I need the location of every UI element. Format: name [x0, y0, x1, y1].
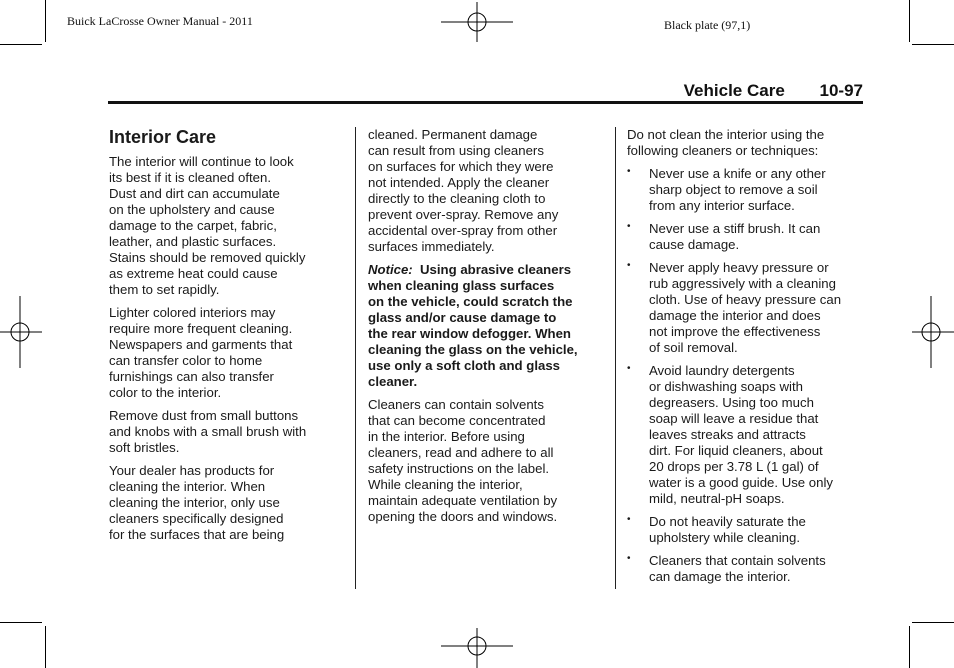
crop-mark [909, 0, 910, 42]
text-line: soap will leave a residue that [649, 411, 819, 426]
paragraph [109, 305, 335, 401]
text-line: mild, neutral-pH soaps. [649, 491, 785, 506]
text-line: cleaner. [368, 374, 418, 389]
text-line: cleaners specifically designed [109, 511, 284, 526]
text-line: sharp object to remove a soil [649, 182, 818, 197]
list-item [627, 553, 867, 585]
print-slug-left: Buick LaCrosse Owner Manual - 2011 [67, 14, 253, 28]
bullet-icon: • [627, 514, 631, 525]
bullet-icon: • [627, 166, 631, 177]
running-head [684, 81, 863, 101]
column-divider [355, 127, 356, 589]
list-item [627, 221, 867, 253]
text-line: of soil removal. [649, 340, 738, 355]
text-line: 20 drops per 3.78 L (1 gal) of [649, 459, 819, 474]
text-line: Cleaners can contain solvents [368, 397, 544, 412]
paragraph [109, 408, 335, 456]
text-line: in the interior. Before using [368, 429, 525, 444]
text-line: on the upholstery and cause [109, 202, 275, 217]
text-line: soft bristles. [109, 440, 180, 455]
crop-mark [45, 626, 46, 668]
list-item [627, 514, 867, 546]
text-line: Cleaners that contain solvents [649, 553, 826, 568]
text-line: cleaned. Permanent damage [368, 127, 538, 142]
crop-mark [912, 44, 954, 45]
text-line: or dishwashing soaps with [649, 379, 803, 394]
text-line: cleaning the interior. When [109, 479, 266, 494]
text-line: damage to the carpet, fabric, [109, 218, 277, 233]
text-line: them to set rapidly. [109, 282, 220, 297]
text-line: not improve the effectiveness [649, 324, 821, 339]
crop-mark [0, 622, 42, 623]
text-line: Do not clean the interior using the [627, 127, 825, 142]
text-line: cleaning the glass on the vehicle, [368, 342, 578, 357]
list-item [627, 166, 867, 214]
text-line: can transfer color to home [109, 353, 263, 368]
bullet-icon: • [627, 553, 631, 564]
page-number: 10-97 [819, 81, 863, 100]
column-divider [615, 127, 616, 589]
list-item [627, 363, 867, 507]
paragraph [109, 463, 335, 543]
text-line: Never use a knife or any other [649, 166, 826, 181]
text-line: can damage the interior. [649, 569, 791, 584]
header-rule [108, 101, 863, 104]
text-line: its best if it is cleaned often. [109, 170, 271, 185]
crop-mark [912, 622, 954, 623]
text-line: color to the interior. [109, 385, 222, 400]
notice-label: Notice: [368, 262, 413, 277]
crop-mark [909, 626, 910, 668]
text-line: upholstery while cleaning. [649, 530, 801, 545]
text-line: Stains should be removed quickly [109, 250, 306, 265]
text-line: damage the interior and does [649, 308, 821, 323]
text-line: as extreme heat could cause [109, 266, 278, 281]
text-line: glass and/or cause damage to [368, 310, 557, 325]
bullet-icon: • [627, 260, 631, 271]
column-2 [368, 127, 604, 532]
column-1 [109, 126, 335, 550]
text-line: accidental over-spray from other [368, 223, 558, 238]
text-line: when cleaning glass surfaces [368, 278, 555, 293]
text-line: from any interior surface. [649, 198, 795, 213]
text-line: directly to the cleaning cloth to [368, 191, 546, 206]
paragraph [109, 154, 335, 298]
section-title: Vehicle Care [683, 81, 785, 100]
text-line: Remove dust from small buttons [109, 408, 299, 423]
text-line: cleaning the interior, only use [109, 495, 280, 510]
text-line: that can become concentrated [368, 413, 546, 428]
text-line: and knobs with a small brush with [109, 424, 307, 439]
text-line: on surfaces for which they were [368, 159, 554, 174]
crop-mark [0, 44, 42, 45]
text-line: Newspapers and garments that [109, 337, 293, 352]
text-line: not intended. Apply the cleaner [368, 175, 550, 190]
print-slug-right: Black plate (97,1) [664, 18, 751, 32]
paragraph [368, 397, 604, 525]
bullet-icon: • [627, 363, 631, 374]
text-line: can result from using cleaners [368, 143, 544, 158]
notice-box [368, 262, 604, 390]
text-line: Never apply heavy pressure or [649, 260, 829, 275]
text-line: Your dealer has products for [109, 463, 275, 478]
bullet-icon: • [627, 221, 631, 232]
text-line: following cleaners or techniques: [627, 143, 819, 158]
registration-mark-icon [0, 296, 42, 368]
text-line: Lighter colored interiors may [109, 305, 276, 320]
column-3 [627, 127, 867, 592]
text-line: cleaners, read and adhere to all [368, 445, 554, 460]
text-line: surfaces immediately. [368, 239, 495, 254]
text-line: cause damage. [649, 237, 740, 252]
text-line: While cleaning the interior, [368, 477, 523, 492]
text-line: Dust and dirt can accumulate [109, 186, 280, 201]
crop-mark [45, 0, 46, 42]
section-heading: Interior Care [109, 127, 217, 147]
paragraph [627, 127, 867, 159]
text-line: leaves streaks and attracts [649, 427, 806, 442]
registration-mark-icon [912, 296, 954, 368]
text-line: Do not heavily saturate the [649, 514, 806, 529]
text-line: Never use a stiff brush. It can [649, 221, 821, 236]
text-line: leather, and plastic surfaces. [109, 234, 277, 249]
registration-mark-icon [441, 2, 513, 42]
text-line: cloth. Use of heavy pressure can [649, 292, 842, 307]
paragraph [368, 127, 604, 255]
registration-mark-icon [441, 628, 513, 668]
text-line: safety instructions on the label. [368, 461, 550, 476]
text-line: The interior will continue to look [109, 154, 294, 169]
text-line: degreasers. Using too much [649, 395, 814, 410]
text-line: the rear window defogger. When [368, 326, 571, 341]
text-line: use only a soft cloth and glass [368, 358, 560, 373]
text-line: on the vehicle, could scratch the [368, 294, 573, 309]
text-line: rub aggressively with a cleaning [649, 276, 836, 291]
text-line: for the surfaces that are being [109, 527, 285, 542]
text-line: dirt. For liquid cleaners, about [649, 443, 823, 458]
text-line: Using abrasive cleaners [420, 262, 572, 277]
text-line: furnishings can also transfer [109, 369, 274, 384]
list-item [627, 260, 867, 356]
text-line: maintain adequate ventilation by [368, 493, 558, 508]
text-line: require more frequent cleaning. [109, 321, 293, 336]
bullet-list [627, 166, 867, 585]
text-line: opening the doors and windows. [368, 509, 558, 524]
text-line: prevent over-spray. Remove any [368, 207, 559, 222]
text-line: Avoid laundry detergents [649, 363, 795, 378]
text-line: water is a good guide. Use only [649, 475, 834, 490]
